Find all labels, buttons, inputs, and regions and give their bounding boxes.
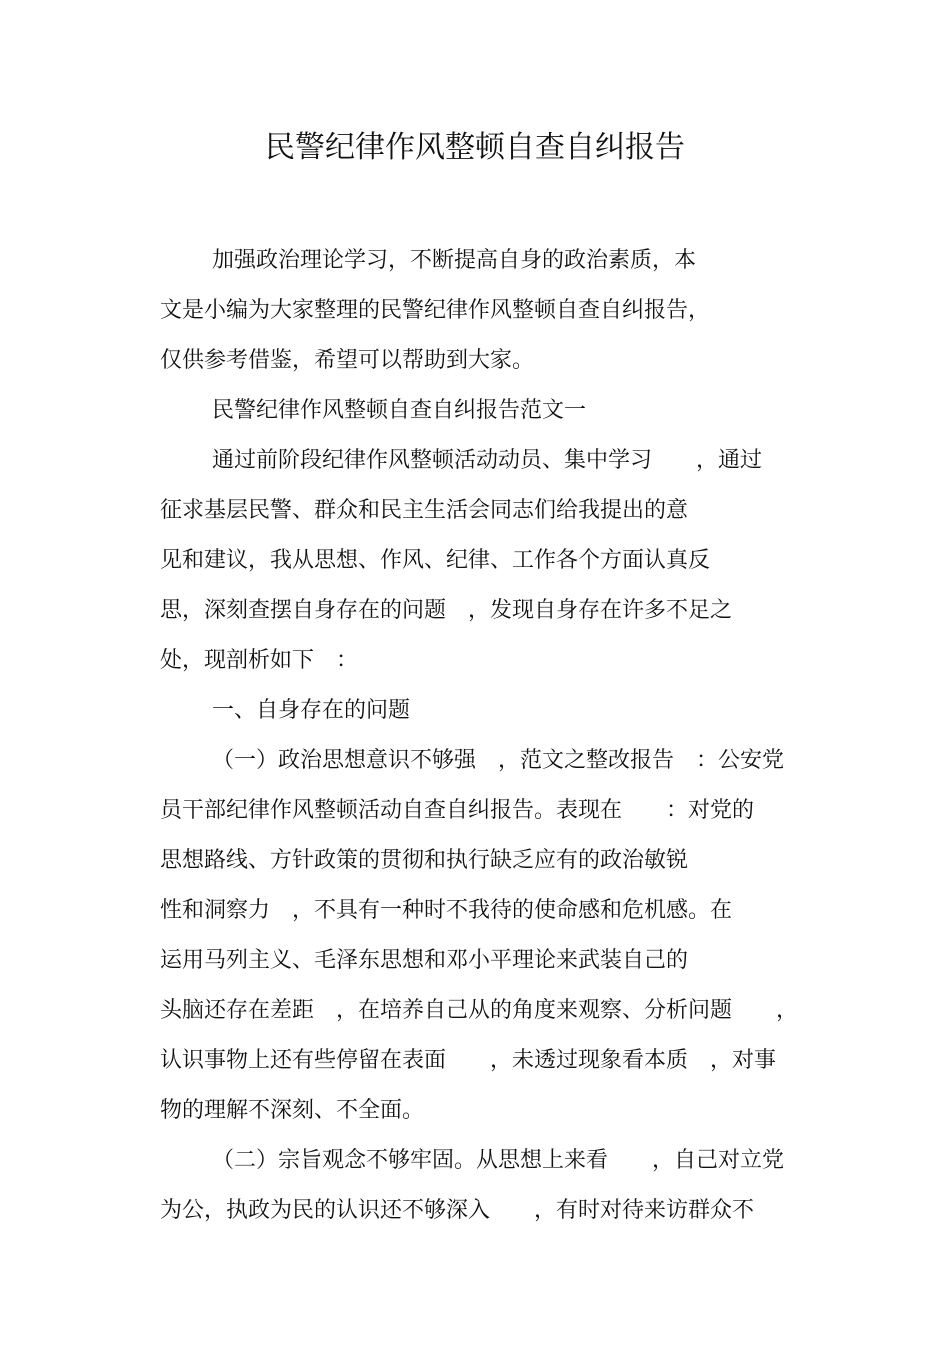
paragraph-line: 文是小编为大家整理的民警纪律作风整顿自查自纠报告， (160, 298, 711, 323)
paragraph-line: 物的理解不深刻、不全面。 (160, 1098, 425, 1123)
paragraph-line: 征求基层民警、群众和民主生活会同志们给我提出的意 (160, 498, 689, 523)
paragraph-line: （一）政治思想意识不够强 ，范文之整改报告 ：公安党 (212, 748, 785, 773)
paragraph-line: 员干部纪律作风整顿活动自查自纠报告。表现在 ：对党的 (160, 798, 755, 823)
section-heading: 民警纪律作风整顿自查自纠报告范文一 (212, 398, 587, 423)
paragraph-line: 头脑还存在差距 ，在培养自己从的角度来观察、分析问题 ， (160, 998, 799, 1023)
paragraph-line: 见和建议，我从思想、作风、纪律、工作各个方面认真反 (160, 548, 711, 573)
paragraph-line: 仅供参考借鉴，希望可以帮助到大家。 (160, 348, 535, 373)
paragraph-line: 思想路线、方针政策的贯彻和执行缺乏应有的政治敏锐 (160, 848, 689, 873)
paragraph-line: 通过前阶段纪律作风整顿活动动员、集中学习 ，通过 (212, 448, 763, 473)
paragraph-line: 性和洞察力 ，不具有一种时不我待的使命感和危机感。在 (160, 898, 733, 923)
paragraph-line: （二）宗旨观念不够牢固。从思想上来看 ，自己对立党 (212, 1148, 785, 1173)
paragraph-line: 认识事物上还有些停留在表面 ，未透过现象看本质 ，对事 (160, 1048, 777, 1073)
paragraph-line: 运用马列主义、毛泽东思想和邓小平理论来武装自己的 (160, 948, 689, 973)
paragraph-line: 思，深刻查摆自身存在的问题 ，发现自身存在许多不足之 (160, 598, 733, 623)
paragraph-line: 加强政治理论学习，不断提高自身的政治素质，本 (212, 248, 697, 273)
paragraph-line: 处，现剖析如下 ： (160, 648, 359, 673)
paragraph-line: 为公，执政为民的认识还不够深入 ，有时对待来访群众不 (160, 1198, 755, 1223)
page-title: 民警纪律作风整顿自查自纠报告 (265, 130, 685, 165)
section-heading: 一、自身存在的问题 (212, 698, 411, 723)
